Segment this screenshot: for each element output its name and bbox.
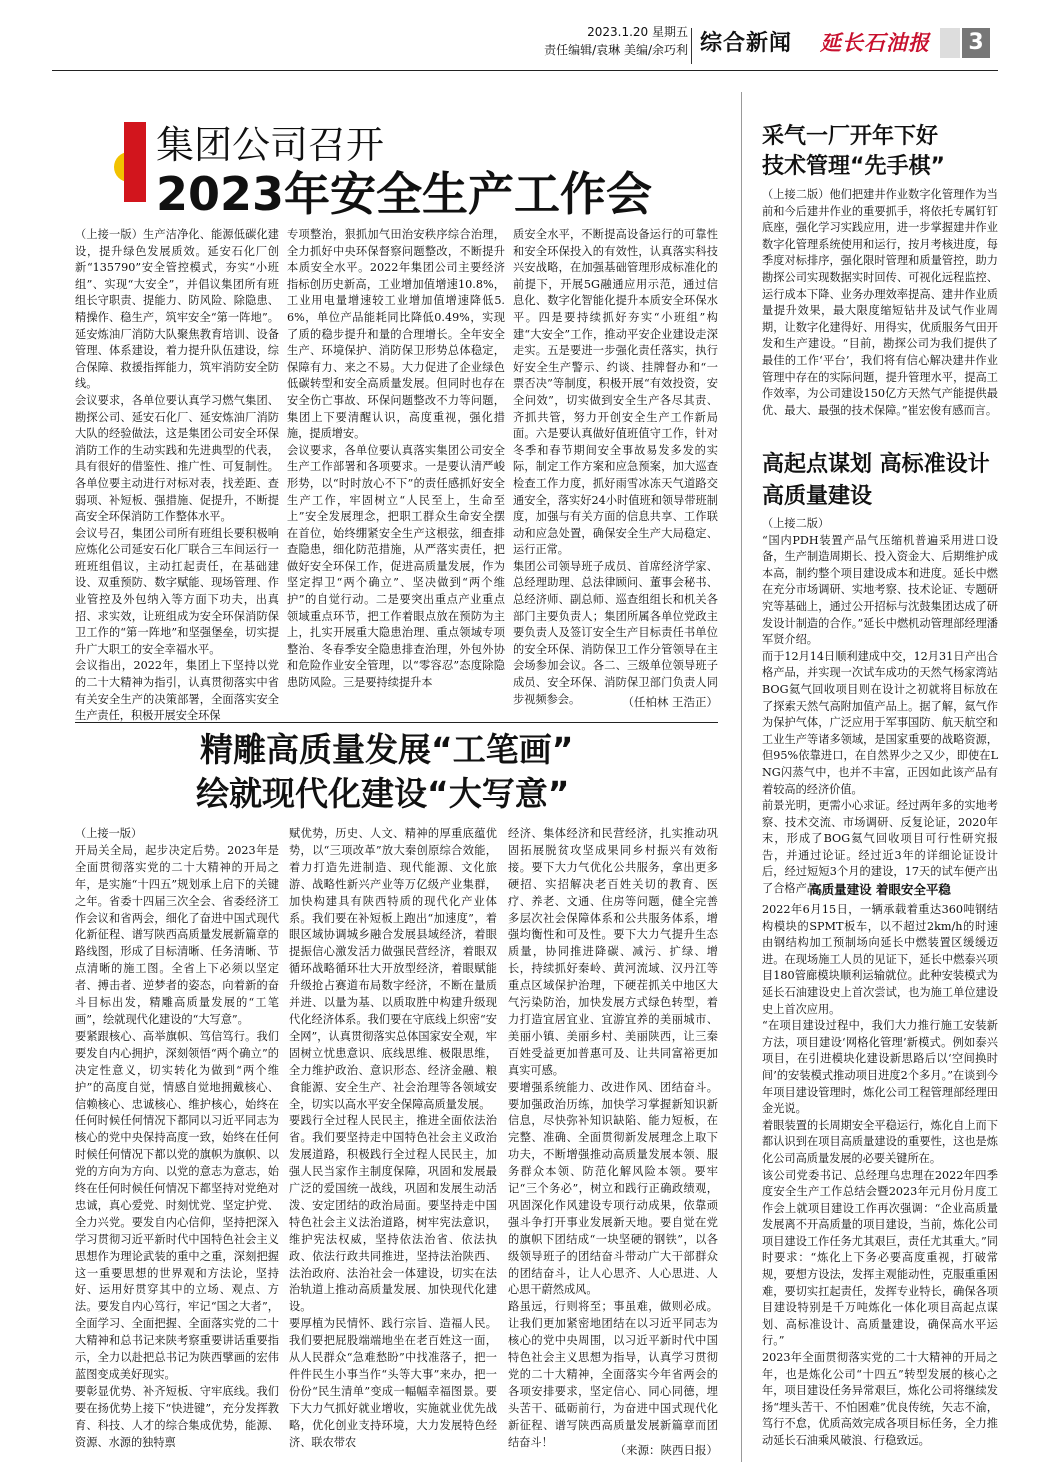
article4-body: （上接二版） “国内PDH装置产品气压缩机普遍采用进口设备，生产制造周期长、投入资金大、后期维护成本高，制约整个项目建设成本和进度。延长中燃在充分市场调研、实地考察、技术论证、专题研究等基础上，通过公开招标与沈鼓集团达成了研发设计制造的合作。”延长中燃机动管理部经理潘军贤介绍。 而于12月14日顺利建成中交，12月31日产出合格产品，并实现一次试车成功的天然气杨家湾站BOG氦气回收项目则在设计之初就将目标放在了探索天然气高附加值产品上。据了解，氦气作为保护气体，广泛应用于军事国防、航天航空和工业生产等诸多领域，是国家重要的战略资源，但95%依靠进口，在自然界少之又少，即使在LNG闪蒸气中，也并不丰富，正因如此该产品有着较高的经济价值。 前景光明，更需小心求证。经过两年多的实地考察、技术交流、市场调研、反复论证，2020年末，形成了BOG氦气回收项目可行性研究报告，并通过论证。经过近3年的详细论证设计后，经过短短3个月的建设，17天的试车便产出了合格产品。 — [762, 517, 998, 896]
article2-title-line1: 精雕高质量发展“工笔画” — [200, 730, 574, 769]
header-divider-dot — [691, 28, 692, 64]
article1-title-line2: 2023年安全生产工作会 — [156, 167, 653, 221]
header-rule — [52, 70, 998, 71]
article1-column-3: 质安全水平，不断提高设备运行的可靠性和安全环保投入的有效性，认真落实科技兴安战略，在加强基础管理形成标准化的前提下，开展5G融通应用示范，通过信息化、数字化智能化提升本质安全环保水平。四是要持续抓好夯实“小班组”构建“大安全”工作，推动平安企业建设走深走实。五是要进一步强化责任落实，执行好安全生产警示、约谈、挂牌督办和“一票否决”等制度，积极开展“有效投资，安全问效”，切实做到安全生产各尽其责、齐抓共管，努力开创安全生产工作新局面。六是要认真做好值班值守工作，针对冬季和春节期间安全事故易发多发的实际，制定工作方案和应急预案，加大巡查检查工作力度，抓好雨雪冰冻天气道路交通安全，落实好24小时值班和领导带班制度，加强与有关方面的信息共享、工作联动和应急处置，确保安全生产大局稳定、运行正常。 集团公司领导班子成员、首席经济学家、总经理助理、总法律顾问、董事会秘书、总经济师、副总师、巡查组组长和机关各部门主要负责人；集团所属各单位党政主要负责人及签订安全生产目标责任书单位的安全环保、消防保卫工作分管领导在主会场参加会议。各二、三级单位领导班子成员、安全环保、消防保卫部门负责人同步视频参会。 — [513, 228, 718, 706]
article1-byline: （任柏林 王浩正） — [622, 695, 718, 709]
article4-title-line2: 高质量建设 — [762, 484, 873, 509]
article3-body: （上接二版）他们把建井作业数字化管理作为当前和今后建井作业的重要抓手，将依托专属钉钉底座，强化学习实践应用，进一步掌握建井作业数字化管理系统使用和运行，按月考核进度，每季度对标排序，强化限时管理和质量管控，助力勘探公司实现数据实时回传、可视化远程监控、运行成本下降、业务办理效率提高、建井作业质量提升效果，最大限度缩短钻井及试气作业周期，让数字化建得好、用得实，优质服务气田开发和生产建设。“目前，勘探公司为我们提供了最佳的工作‘平台’，我们将有信心解决建井作业管理中存在的实际问题，提升管理水平，提高工作效率，为公司建设150亿方天然气产能提供最优、最大、最强的技术保障。”崔宏俊有感而言。 — [762, 188, 998, 417]
article3-title-line2: 技术管理“先手棋” — [762, 154, 945, 179]
article1-column-1: （上接一版）生产洁净化、能源低碳化建设，提升绿色发展质效。延安石化厂创新“135790”安全管控模式，夯实“小班组”、实现“大安全”，并倡议集团所有班组长守职责、提能力、防风险、除隐患、精操作、稳生产，筑牢安全“第一阵地”。延安炼油厂消防大队聚焦教育培训、设备管理、体系建设，着力提升队伍建设，综合保障、救援指挥能力，筑牢消防安全防线。 会议要求，各单位要认真学习燃气集团、勘探公司、延安石化厂、延安炼油厂消防大队的经验做法，这是集团公司安全环保消防工作的生动实践和先进典型的代表，具有很好的借鉴性、推广性、可复制性。各单位要主动进行对标对表，找差距、查弱项、补短板、强措施、促提升，不断提高安全环保消防工作整体水平。 会议号召，集团公司所有班组长要积极响应炼化公司延安石化厂联合三车间运行一班班组倡议，主动扛起责任，在基础建设、双重预防、数字赋能、现场管理、作业管控及外包纳入等方面下功夫，出真招、求实效，让班组成为安全环保消防保卫工作的“第一阵地”和坚强堡垒，切实提升广大职工的安全幸福水平。 会议指出，2022年，集团上下坚持以党的二十大精神为指引，认真贯彻落实中省有关安全生产的决策部署，全面落实安全生产责任，积极开展安全环保 — [75, 228, 279, 723]
article4-title-line1: 高起点谋划 高标准设计 — [762, 452, 990, 477]
article1-title-line1: 集团公司召开 — [156, 123, 385, 167]
article2-byline: （来源：陕西日报） — [614, 1443, 718, 1457]
page-number: 3 — [962, 28, 990, 58]
article-divider — [75, 722, 718, 723]
article2-column-1: （上接一版） 开局关全局，起步决定后势。2023年是全面贯彻落实党的二十大精神的开局之年，是实施“十四五”规划承上启下的关键之年。省委十四届三次全会、省委经济工作会议和省两会，细化了奋进中国式现代化新征程、谱写陕西高质量发展新篇章的路线图，形成了目标清晰、任务清晰、节点清晰的施工图。全省上下必须以坚定者、搏击者、逆梦者的姿态，向着新的奋斗目标出发，精雕高质量发展的“工笔画”，绘就现代化建设的“大写意”。 要紧跟核心、高举旗帜、笃信笃行。我们要发自内心拥护，深刻领悟“两个确立”的决定性意义，切实转化为做到“两个维护”的高度自觉，情感自觉地拥戴核心、信赖核心、忠诚核心、维护核心，始终在任何时候任何情况下都同以习近平同志为核心的党中央保持高度一致，始终在任何时候任何情况下都以党的旗帜为旗帜、以党的方向为方向、以党的意志为意志，始终在任何时候任何情况下都坚持对党绝对忠诚，真心爱党、时刻忧党、坚定护党、全力兴党。要发自内心信仰，坚持把深入学习贯彻习近平新时代中国特色社会主义思想作为理论武装的重中之重，深刻把握这一重要思想的世界观和方法论，坚持好、运用好贯穿其中的立场、观点、方法。要发自内心笃行，牢记“国之大者”，全面学习、全面把握、全面落实党的二十大精神和总书记来陕考察重要讲话重要指示，全力以赴把总书记为陕西擘画的宏伟蓝图变成美好现实。 要彰显优势、补齐短板、守牢底线。我们要在扬优势上接下“快进键”，充分发挥教育、科技、人才的综合集成优势，能源、资源、水源的独特禀 — [75, 827, 279, 1449]
article2-column-3: 经济、集体经济和民营经济，扎实推动巩固拓展脱贫攻坚成果同乡村振兴有效衔接。要下大力气优化公共服务，拿出更多硬招、实招解决老百姓关切的教育、医疗、养老、文通、住房等问题，健全完善多层次社会保障体系和公共服务体系，增强均衡性和可及性。要下大力气提升生态质量，协同推进降碳、减污、扩绿、增长，持续抓好秦岭、黄河流域、汉丹江等重点区域保护治理，下硬茬抓关中地区大气污染防治，加快发展方式绿色转型，着力打造宜居宜业、宜游宜养的美丽城市、美丽小镇、美丽乡村、美丽陕西，让三秦百姓受益更加普惠可及、让共同富裕更加真实可感。 要增强系统能力、改进作风、团结奋斗。要加强政治历练，加快学习掌握新知识新信息，尽快弥补知识缺陷、能力短板，在完整、准确、全面贯彻新发展理念上取下功夫，不断增强推动高质量发展本领、服务群众本领、防范化解风险本领。要牢记“三个务必”，树立和践行正确政绩观，巩固深化作风建设专项行动成果，依靠顽强斗争打开事业发展新天地。要自觉在党的旗帜下团结成“一块坚硬的钢铁”，以各级领导班子的团结奋斗带动广大干部群众的团结奋斗，让人心思齐、人心思进、人心思干蔚然成风。 路虽远，行则将至；事虽难，做则必成。让我们更加紧密地团结在以习近平同志为核心的党中央周围，以习近平新时代中国特色社会主义思想为指导，认真学习贯彻党的二十大精神，全面落实今年省两会的各项安排要求，坚定信心、同心同德，埋头苦干、砥砺前行，为奋进中国式现代化新征程、谱写陕西高质量发展新篇章而团结奋斗！ — [508, 827, 718, 1449]
page-badge-slash — [940, 28, 960, 58]
column-divider — [741, 92, 742, 1462]
article4-body-continued: 2022年6月15日，一辆承载着重达360吨钢结构模块的SPMT板车，以不超过2km/h的时速由钢结构加工预制场向延长中燃装置区缓缓迈进。在现场施工人员的见证下，延长中燃泰兴项目180管廊模块顺利运输就位。此种安装模式为延长石油建设史上首次尝试，也为施工单位建设史上首次应用。 “在项目建设过程中，我们大力推行施工安装新方法，项目建设‘网格化管理’新模式。例如泰兴项目，在引进模块化建设新思路后以‘空间换时间’的安装模式推动项目进度2个多月。”在谈到今年项目建设管理时，炼化公司工程管理部经理田金光说。 着眼装置的长周期安全平稳运行，炼化自上而下都认识到在项目高质量建设的重要性，这也是炼化公司高质量发展的必要关键所在。 该公司党委书记、总经理乌忠理在2022年四季度安全生产工作总结会暨2023年元月份月度工作会上就项目建设工作再次强调：“企业高质量发展离不开高质量的项目建设，当前，炼化公司项目建设工作任务尤其艰巨，责任尤其重大。”同时要求：“炼化上下务必要高度重视，打破常规，要想方设法，发挥主观能动性，克服重重困难，要切实扛起责任，发挥专业特长，确保各项目建设特别是千万吨炼化一体化项目高起点谋划、高标准设计、高质量建设，确保高水平运行。” 2023年全面贯彻落实党的二十大精神的开局之年，也是炼化公司“十四五”转型发展的核心之年，项目建设任务异常艰巨，炼化公司将继续发扬“埋头苦干、不怕困难”优良传统，矢志不渝，笃行不怠，优质高效完成各项目标任务，全力推动延长石油乘风破浪、行稳致远。 — [762, 903, 998, 1447]
article2-column-2: 赋优势，历史、人文、精神的厚重底蕴优势，以“三项改革”放大秦创原综合效能，着力打造先进制造、现代能源、文化旅游、战略性新兴产业等万亿级产业集群，加快构建具有陕西特质的现代化产业体系。我们要在补短板上跑出“加速度”，着眼区域协调城乡融合发展县域经济，着眼提振信心激发活力做强民营经济，着眼双循环战略循环壮大开放型经济，着眼赋能升级抢占赛道布局数字经济，不断在量质并进、以量为基、以质取胜中构建升级现代化经济体系。我们要在守底线上织密“安全网”，认真贯彻落实总体国家安全观，牢固树立忧患意识、底线思维、极限思维，全力维护政治、意识形态、经济金融、粮食能源、安全生产、社会治理等各领域安全，切实以高水平安全保障高质量发展。 要践行全过程人民民主，推进全面依法治省。我们要坚持走中国特色社会主义政治发展道路，积极践行全过程人民民主，加强人民当家作主制度保障，巩固和发展最广泛的爱国统一战线，巩固和发展生动活泼、安定团结的政治局面。要坚持走中国特色社会主义法治道路，树牢宪法意识，维护宪法权威，坚持依法治省、依法执政、依法行政共同推进，坚持法治陕西、法治政府、法治社会一体建设，切实在法治轨道上推动高质量发展、加快现代化建设。 要厚植为民情怀、践行宗旨、造福人民。我们要把屁股端端地坐在老百姓这一面，从人民群众“急难愁盼”中找准落子，把一件件民生小事当作“头等大事”来办，把一份份“民生清单”变成一幅幅幸福图景。要下大力气抓好就业增收，实施就业优先战略，优化创业支持环境，大力发展特色经济、联农带农 — [289, 827, 497, 1449]
article4-subhead: 高质量建设 着眼安全平稳 — [809, 882, 951, 897]
newspaper-brand: 延长石油报 — [820, 30, 930, 55]
editor-credits: 责任编辑/袁琳 美编/余巧利 — [544, 43, 688, 57]
title-bar-accent — [124, 122, 146, 202]
issue-date: 2023.1.20 星期五 — [587, 25, 688, 39]
article2-title-line2: 绘就现代化建设“大写意” — [196, 774, 570, 813]
section-name: 综合新闻 — [700, 31, 793, 56]
article1-column-2: 专项整治，狠抓加气田治安秩序综合治理，全力抓好中央环保督察问题整改，不断提升本质安全水平。2022年集团公司主要经济指标创历史新高，工业增加值增速10.8%，工业用电量增速较工业增加值增速降低5.6%，单位产品能耗同比降低0.49%，实现了质的稳步提升和量的合理增长。全年安全生产、环境保护、消防保卫形势总体稳定，保障有力、来之不易。大力促进了企业绿色低碳转型和安全高质量发展。但同时也存在安全伤亡事故、环保问题整改不力等问题，集团上下要清醒认识，高度重视，强化措施，提质增安。 会议要求，各单位要认真落实集团公司安全生产工作部署和各项要求。一是要认清严峻形势，以“时时放心不下”的责任感抓好安全生产工作，牢固树立“人民至上，生命至上”安全发展理念，把职工群众生命安全摆在首位，始终绷紧安全生产这根弦，细查排查隐患，细化防范措施，从严落实责任，把做好安全环保工作，促进高质量发展，作为坚定捍卫“两个确立”、坚决做到“两个维护”的自觉行动。二是要突出重点产业重点领域重点环节，把工作着眼点放在预防为主上，扎实开展重大隐患治理、重点领域专项整治、冬春季安全隐患排查治理，外包外协和危险作业安全管理，以“零容忍”态度除隐患防风险。三是要持续提升本 — [287, 228, 505, 690]
article3-title-line1: 采气一厂开年下好 — [762, 124, 939, 149]
